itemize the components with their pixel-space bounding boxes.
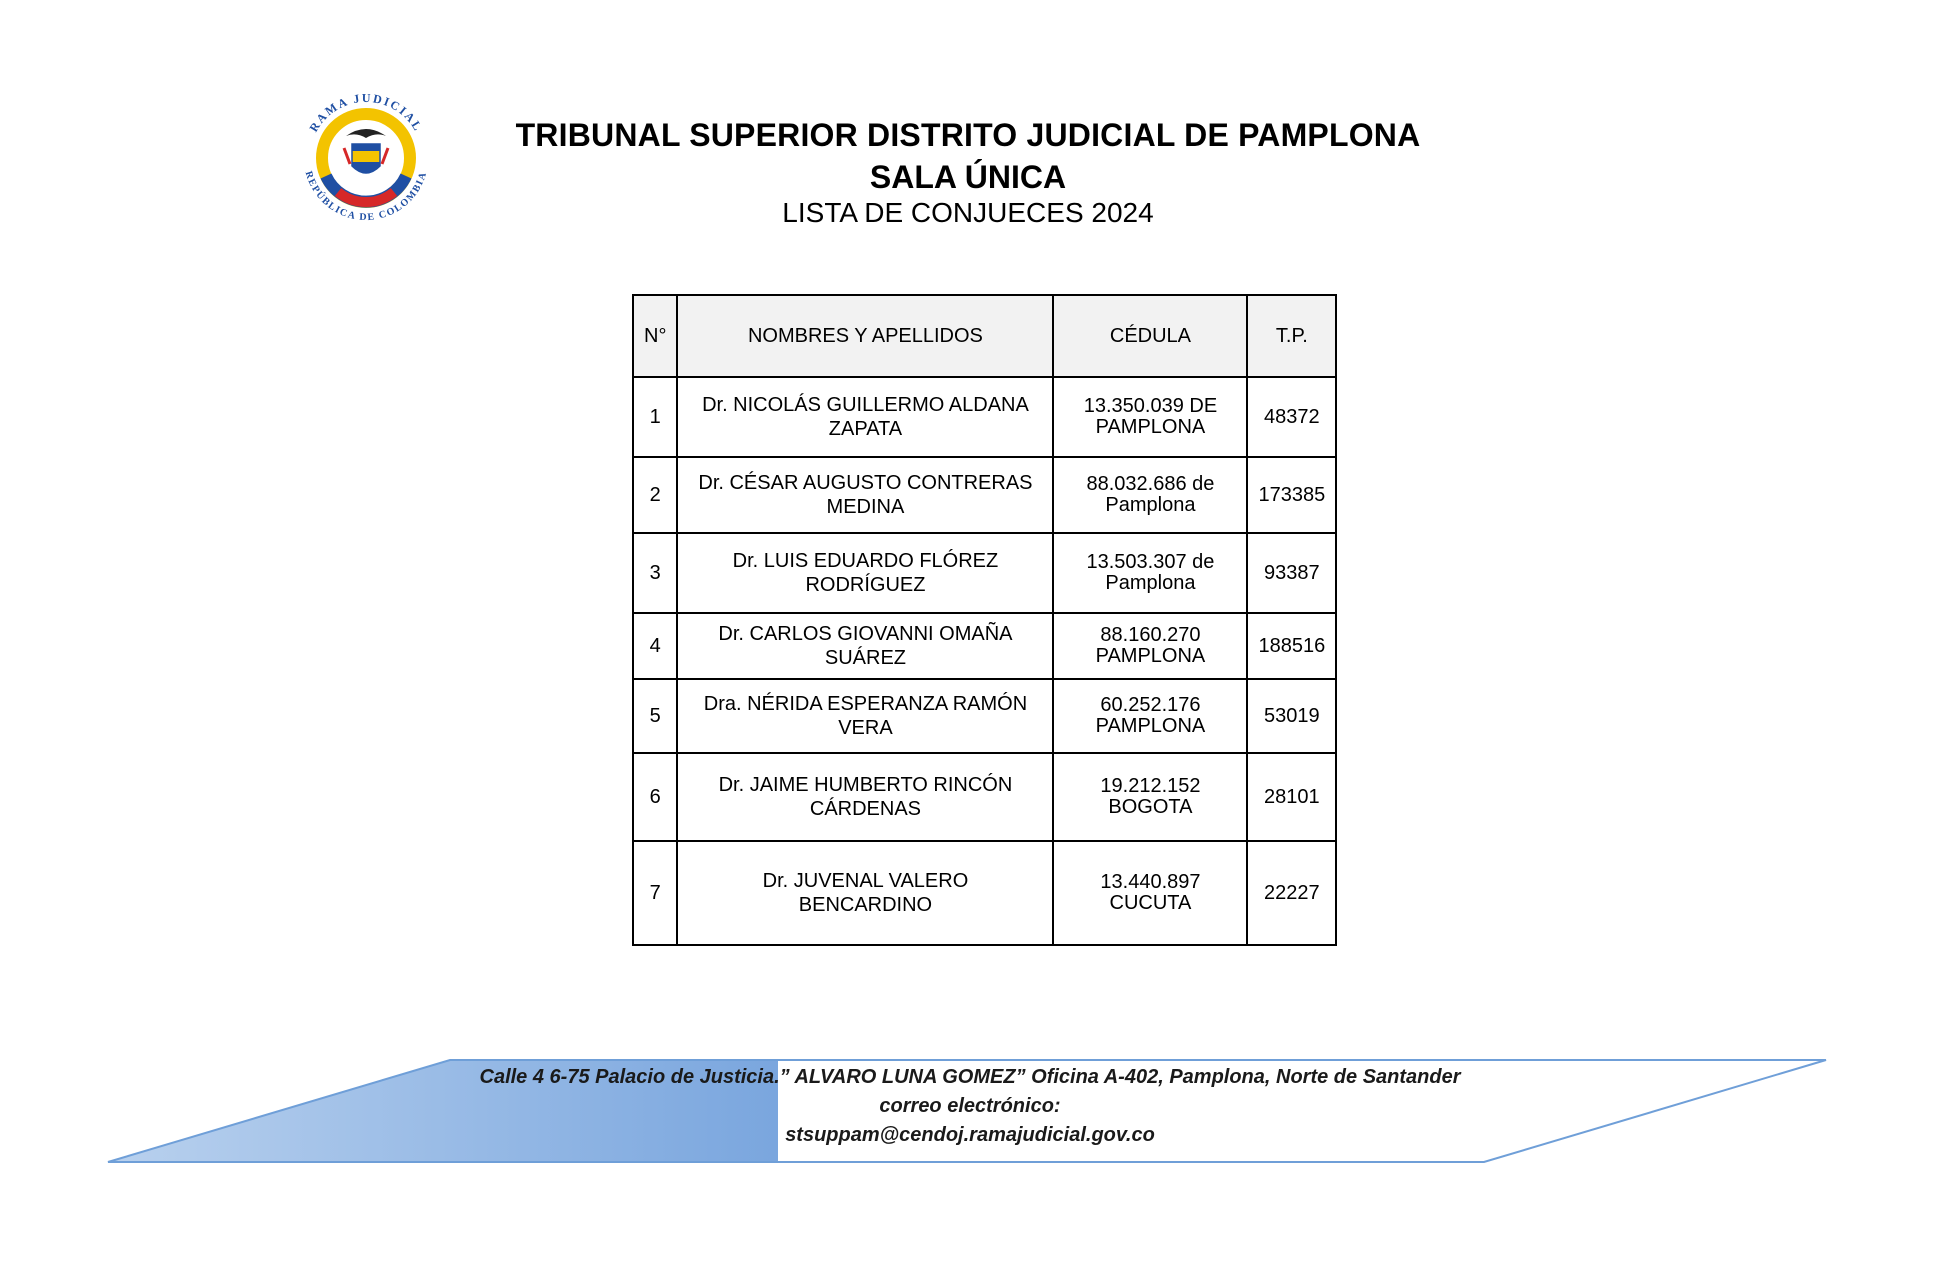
row-name-line-1: Dr. JAIME HUMBERTO RINCÓN xyxy=(718,774,1013,796)
row-name-line-2: ZAPATA xyxy=(828,418,903,440)
row-name xyxy=(677,533,1053,613)
column-header-tp: T.P. xyxy=(1247,295,1336,377)
row-name-line-2: RODRÍGUEZ xyxy=(805,574,926,596)
row-name xyxy=(677,457,1053,533)
row-cedula xyxy=(1053,613,1247,679)
table-row xyxy=(633,533,1336,613)
row-cedula xyxy=(1053,679,1247,753)
row-cedula-line-2: Pamplona xyxy=(1105,572,1196,594)
row-name-line-1: Dr. LUIS EDUARDO FLÓREZ xyxy=(732,550,999,572)
footer-email-label: correo electrónico: xyxy=(879,1095,1061,1117)
row-cedula xyxy=(1053,533,1247,613)
column-header-name: NOMBRES Y APELLIDOS xyxy=(677,295,1053,377)
row-name-line-2: MEDINA xyxy=(826,496,905,518)
row-cedula-line-1: 60.252.176 xyxy=(1100,694,1201,716)
row-number: 5 xyxy=(633,679,677,753)
table-row xyxy=(633,841,1336,945)
row-name-line-1: Dr. JUVENAL VALERO xyxy=(762,870,969,892)
row-tp: 28101 xyxy=(1247,753,1336,841)
row-number: 4 xyxy=(633,613,677,679)
row-name xyxy=(677,377,1053,457)
row-name xyxy=(677,613,1053,679)
row-name-line-1: Dr. CÉSAR AUGUSTO CONTRERAS xyxy=(698,472,1033,494)
seal-ring-top: RAMA JUDICIAL xyxy=(306,92,426,135)
row-cedula-line-1: 13.350.039 DE xyxy=(1083,395,1218,417)
table-row xyxy=(633,679,1336,753)
table-row xyxy=(633,753,1336,841)
row-cedula-line-2: BOGOTA xyxy=(1108,796,1193,818)
row-cedula-line-2: PAMPLONA xyxy=(1095,416,1206,438)
row-number: 2 xyxy=(633,457,677,533)
row-tp: 22227 xyxy=(1247,841,1336,945)
row-cedula xyxy=(1053,457,1247,533)
row-cedula-line-2: PAMPLONA xyxy=(1095,715,1206,737)
footer-email-link[interactable]: stsuppam@cendoj.ramajudicial.gov.co xyxy=(785,1124,1155,1146)
table-row xyxy=(633,613,1336,679)
footer-address: Calle 4 6-75 Palacio de Justicia.” ALVARO LUNA GOMEZ” Oficina A-402, Pamplona, Norte de Santander xyxy=(479,1066,1461,1088)
table-row xyxy=(633,457,1336,533)
row-name xyxy=(677,753,1053,841)
column-header-number: N° xyxy=(633,295,677,377)
row-cedula xyxy=(1053,753,1247,841)
row-name-line-1: Dr. NICOLÁS GUILLERMO ALDANA xyxy=(702,394,1029,416)
row-tp: 53019 xyxy=(1247,679,1336,753)
row-cedula-line-2: PAMPLONA xyxy=(1095,645,1206,667)
conjueces-table xyxy=(632,294,1337,946)
column-header-cedula: CÉDULA xyxy=(1053,295,1247,377)
row-name-line-2: VERA xyxy=(838,717,893,739)
list-title: LISTA DE CONJUECES 2024 xyxy=(782,197,1154,228)
row-cedula-line-1: 88.032.686 de xyxy=(1086,473,1215,495)
row-number: 1 xyxy=(633,377,677,457)
row-name xyxy=(677,679,1053,753)
row-name-line-1: Dr. CARLOS GIOVANNI OMAÑA xyxy=(718,623,1013,645)
row-number: 7 xyxy=(633,841,677,945)
row-tp: 188516 xyxy=(1247,613,1336,679)
row-cedula xyxy=(1053,377,1247,457)
row-name-line-2: SUÁREZ xyxy=(824,647,907,669)
row-tp: 48372 xyxy=(1247,377,1336,457)
row-number: 6 xyxy=(633,753,677,841)
row-name-line-2: CÁRDENAS xyxy=(809,798,922,820)
row-cedula-line-2: CUCUTA xyxy=(1109,892,1192,914)
row-tp: 93387 xyxy=(1247,533,1336,613)
row-cedula-line-2: Pamplona xyxy=(1105,494,1196,516)
row-cedula-line-1: 13.440.897 xyxy=(1100,871,1201,893)
row-name xyxy=(677,841,1053,945)
row-cedula-line-1: 13.503.307 de xyxy=(1086,551,1215,573)
row-cedula-line-1: 88.160.270 xyxy=(1100,624,1201,646)
row-name-line-2: BENCARDINO xyxy=(798,894,933,916)
court-title: TRIBUNAL SUPERIOR DISTRITO JUDICIAL DE PAMPLONA xyxy=(515,117,1421,153)
row-name-line-1: Dra. NÉRIDA ESPERANZA RAMÓN xyxy=(703,693,1028,715)
row-cedula-line-1: 19.212.152 xyxy=(1100,775,1201,797)
row-cedula xyxy=(1053,841,1247,945)
table-header-row xyxy=(633,295,1336,377)
seal-ring-bottom: REPÚBLICA DE COLOMBIA xyxy=(302,169,430,224)
row-tp: 173385 xyxy=(1247,457,1336,533)
table-row xyxy=(633,377,1336,457)
chamber-title: SALA ÚNICA xyxy=(869,159,1067,195)
row-number: 3 xyxy=(633,533,677,613)
